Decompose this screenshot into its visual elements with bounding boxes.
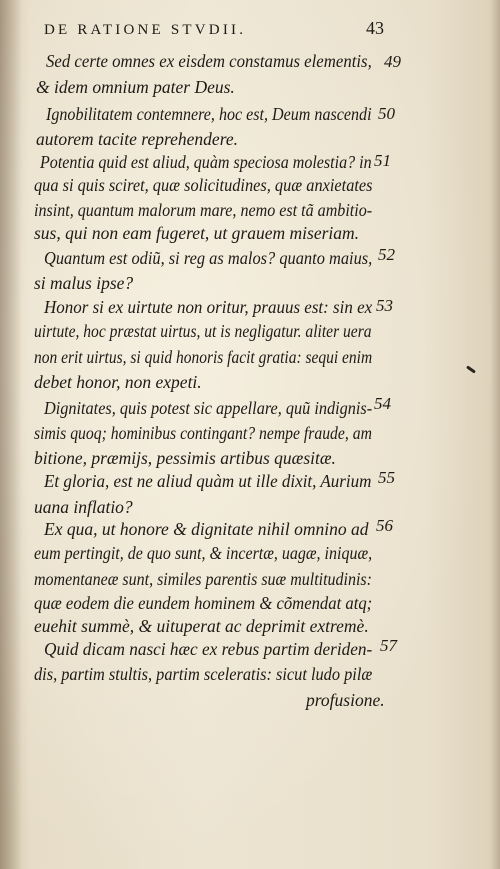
text-line: Quantum est odiũ, si reg as malos? quanto maius, (44, 248, 373, 268)
page-edge-shadow (490, 0, 500, 869)
text-line: qua si quis sciret, quæ solicitudines, quæ anxietates (34, 175, 373, 195)
text-line: Ex qua, ut honore & dignitate nihil omnino ad (44, 519, 369, 539)
text-line: debet honor, non expeti. (34, 372, 202, 392)
text-line: Quid dicam nasci hæc ex rebus partim deriden- (44, 639, 373, 659)
text-line: Honor si ex uirtute non oritur, prauus est: sin ex (44, 297, 373, 317)
text-line: Dignitates, quis potest sic appellare, quũ indignis- (44, 398, 373, 418)
text-line: bitione, præmijs, pessimis artibus quæsitæ. (34, 448, 336, 468)
margin-number: 49 (384, 52, 401, 71)
margin-number: 52 (378, 245, 395, 264)
margin-number: 53 (376, 296, 393, 315)
ink-speck (466, 365, 476, 373)
text-line: profusione. (306, 690, 385, 710)
margin-number: 56 (376, 516, 393, 535)
text-line: Sed certe omnes ex eisdem constamus elementis, (46, 51, 372, 71)
text-line: euehit summè, & uituperat ac deprimit extremè. (34, 616, 369, 636)
text-line: uirtute, hoc præstat uirtus, ut is negligatur. aliter uera (34, 321, 372, 341)
text-line: autorem tacite reprehendere. (36, 129, 238, 149)
text-line: Et gloria, est ne aliud quàm ut ille dixit, Aurium (44, 471, 372, 491)
text-line: insint, quantum malorum mare, nemo est tã ambitio- (34, 200, 373, 220)
running-head: DE RATIONE STVDII. (44, 22, 247, 38)
text-line: Potentia quid est aliud, quàm speciosa molestia? in (40, 152, 372, 172)
text-line: sus, qui non eam fugeret, ut grauem miseriam. (34, 223, 360, 243)
text-line: & idem omnium pater Deus. (36, 77, 235, 97)
text-line: simis quoq; hominibus contingant? nempe fraude, am (34, 423, 372, 443)
margin-number: 55 (378, 468, 395, 487)
margin-number: 57 (380, 636, 397, 655)
text-line: eum pertingit, de quo sunt, & incertæ, uagæ, iniquæ, (34, 543, 373, 563)
text-line: momentaneæ sunt, similes parentis suæ multitudinis: (34, 569, 372, 589)
spine-shadow (0, 0, 22, 869)
text-line: quæ eodem die eundem hominem & cõmendat atq; (34, 593, 373, 613)
text-line: Ignobilitatem contemnere, hoc est, Deum nascendi (46, 104, 372, 124)
margin-number: 54 (374, 394, 391, 413)
page-number: 43 (366, 18, 384, 38)
text-line: uana inflatio? (34, 497, 133, 517)
margin-number: 51 (374, 151, 391, 170)
text-line: si malus ipse? (34, 273, 134, 293)
text-line: dis, partim stultis, partim sceleratis: sicut ludo pilæ (34, 664, 373, 684)
text-line: non erit uirtus, si quid honoris facit gratia: sequi enim (34, 347, 373, 367)
margin-number: 50 (378, 104, 395, 123)
